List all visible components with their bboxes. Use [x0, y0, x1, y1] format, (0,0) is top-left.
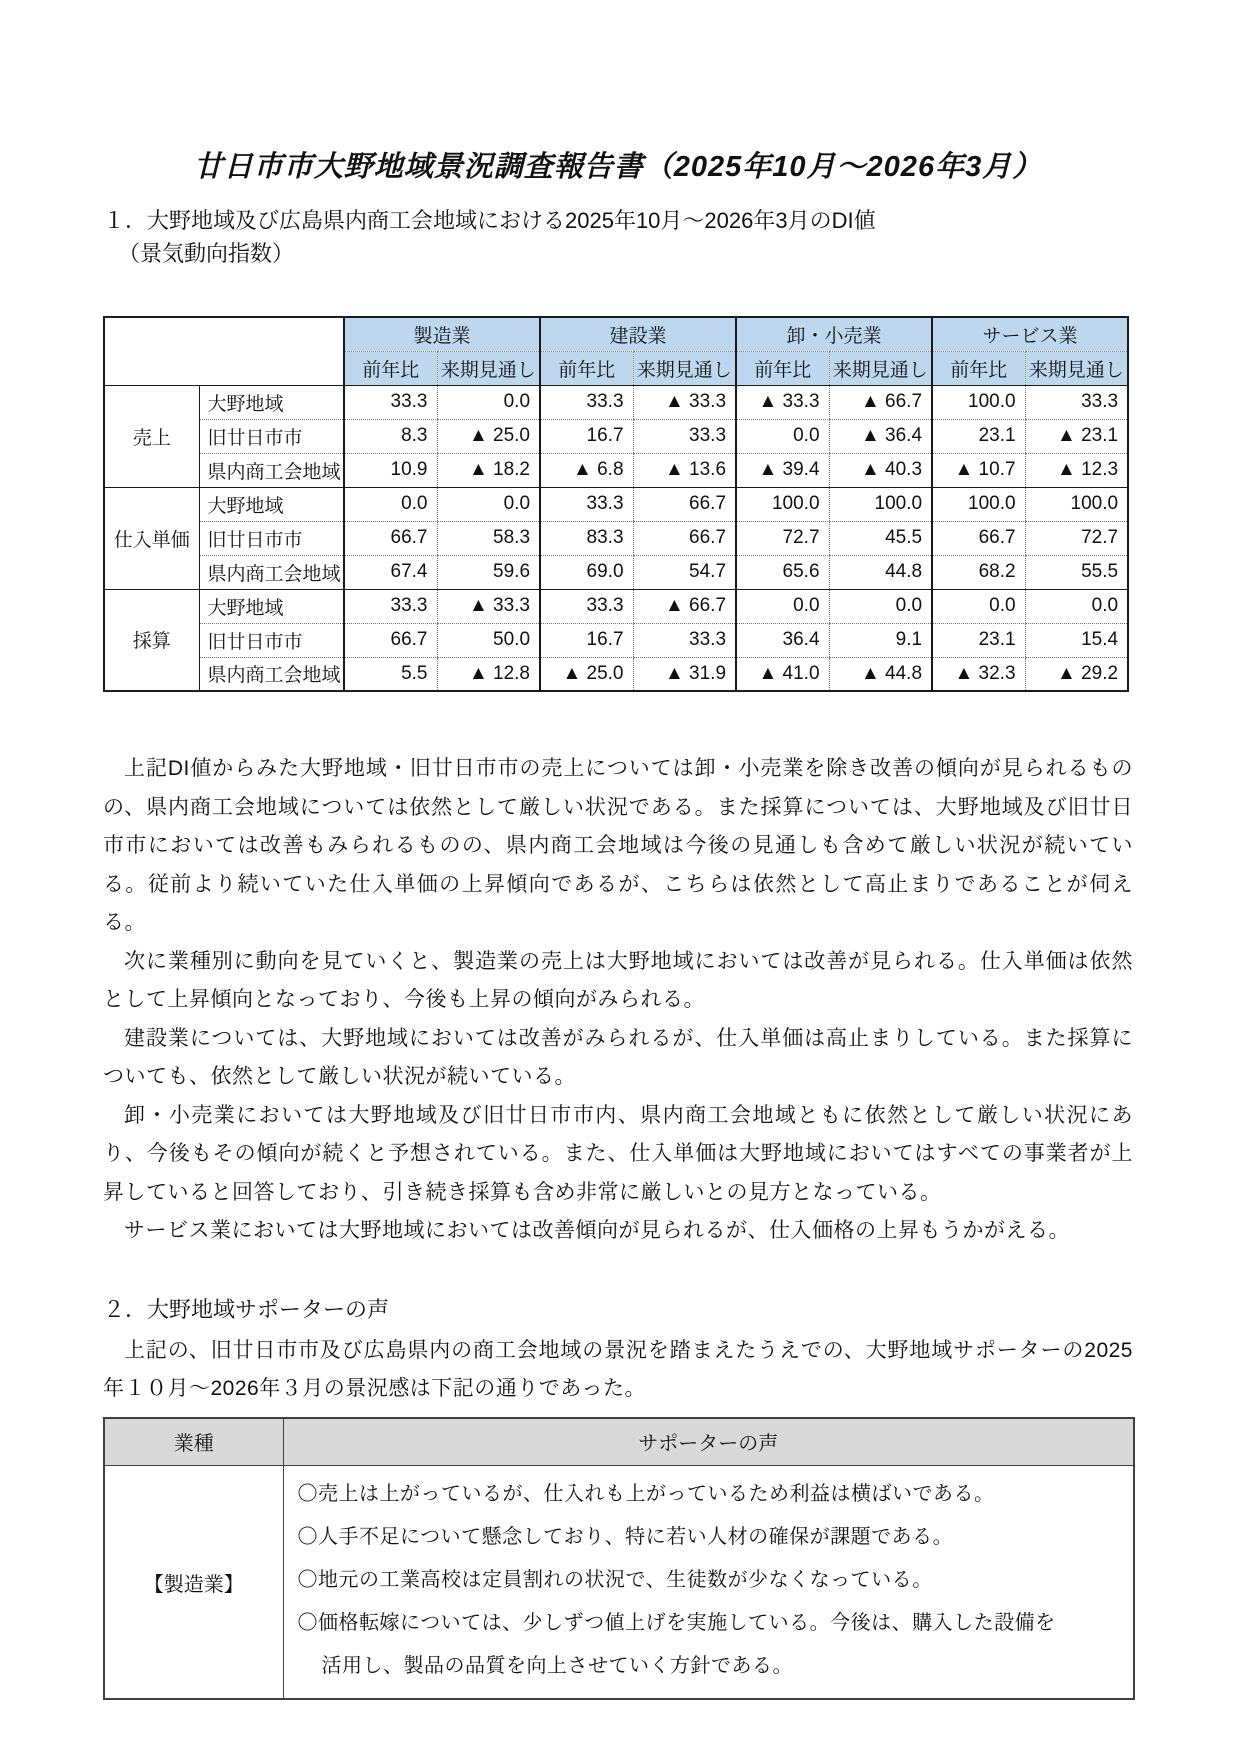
di-subheader-yoy: 前年比 [540, 351, 633, 385]
di-value: 23.1 [932, 623, 1025, 657]
di-industry-construction: 建設業 [540, 317, 736, 351]
di-subheader-outlook: 来期見通し [829, 351, 932, 385]
di-industry-manufacturing: 製造業 [344, 317, 540, 351]
di-value: ▲ 39.4 [736, 453, 829, 487]
di-value: 15.4 [1025, 623, 1128, 657]
di-value: 59.6 [437, 555, 540, 589]
section1-heading-line2: （景気動向指数） [118, 241, 295, 266]
region-label: 大野地域 [199, 385, 344, 419]
di-value: 100.0 [829, 487, 932, 521]
di-value: 36.4 [736, 623, 829, 657]
di-row-sales-ono [104, 385, 1128, 419]
di-value: 33.3 [633, 419, 736, 453]
di-row-sales-kyu-hatsukaichi [104, 419, 1128, 453]
di-value: ▲ 29.2 [1025, 657, 1128, 691]
di-value: 10.9 [344, 453, 437, 487]
di-subheader-yoy: 前年比 [736, 351, 829, 385]
di-value: 72.7 [1025, 521, 1128, 555]
di-row-purchase-ono [104, 487, 1128, 521]
di-subheader-outlook: 来期見通し [633, 351, 736, 385]
di-subheader-outlook: 来期見通し [1025, 351, 1128, 385]
di-industry-service: サービス業 [932, 317, 1128, 351]
di-value: 33.3 [540, 385, 633, 419]
report-title: 廿日市市大野地域景況調査報告書（2025年10月～2026年3月） [193, 151, 1043, 183]
di-subheader-yoy: 前年比 [932, 351, 1025, 385]
di-value: 55.5 [1025, 555, 1128, 589]
di-value: 23.1 [932, 419, 1025, 453]
di-value: 66.7 [344, 623, 437, 657]
di-value: ▲ 25.0 [437, 419, 540, 453]
di-value: 0.0 [437, 487, 540, 521]
supporter-row-manufacturing [104, 1466, 1134, 1700]
analysis-paragraph-service: サービス業においては大野地域においては改善傾向が見られるが、仕入価格の上昇もうかがえる。 [124, 1219, 1070, 1242]
voice-line-continuation: 活用し、製品の品質を向上させていく方針である。 [321, 1655, 793, 1677]
voice-line: 〇価格転嫁については、少しずつ値上げを実施している。今後は、購入した設備を [297, 1612, 1056, 1634]
di-value: ▲ 40.3 [829, 453, 932, 487]
di-value: 33.3 [633, 623, 736, 657]
di-value: 45.5 [829, 521, 932, 555]
di-value: ▲ 66.7 [829, 385, 932, 419]
di-value: 0.0 [437, 385, 540, 419]
di-value: 100.0 [932, 385, 1025, 419]
analysis-paragraph-manufacturing: 次に業種別に動向を見ていくと、製造業の売上は大野地域においては改善が見られる。仕入単価は依然として上昇傾向となっており、今後も上昇の傾向がみられる。 [103, 949, 1133, 1011]
row-group-purchase-price: 仕入単価 [104, 487, 199, 589]
region-label: 県内商工会地域 [199, 453, 344, 487]
di-value: 58.3 [437, 521, 540, 555]
di-value: 16.7 [540, 419, 633, 453]
di-value: 66.7 [344, 521, 437, 555]
analysis-paragraph-wholesale-retail: 卸・小売業においては大野地域及び旧廿日市市内、県内商工会地域ともに依然として厳しい状況にあり、今後もその傾向が続くと予想されている。また、仕入単価は大野地域においてはすべての事業者が上昇していると回答しており、引き続き採算も含め非常に厳しいとの見方となっている。 [103, 1103, 1133, 1204]
di-value: 16.7 [540, 623, 633, 657]
section1-heading [103, 204, 1133, 270]
di-value: 0.0 [344, 487, 437, 521]
di-value: 65.6 [736, 555, 829, 589]
di-value: 100.0 [736, 487, 829, 521]
region-label: 大野地域 [199, 487, 344, 521]
di-value: 66.7 [633, 487, 736, 521]
voice-line: 〇売上は上がっているが、仕入れも上がっているため利益は横ばいである。 [297, 1483, 995, 1505]
voice-line: 〇人手不足について懸念しており、特に若い人材の確保が課題である。 [297, 1526, 954, 1548]
di-value: ▲ 25.0 [540, 657, 633, 691]
di-row-profit-kyu-hatsukaichi [104, 623, 1128, 657]
di-corner-cell [104, 317, 344, 385]
di-value: 69.0 [540, 555, 633, 589]
di-value: ▲ 13.6 [633, 453, 736, 487]
di-value: ▲ 32.3 [932, 657, 1025, 691]
di-row-purchase-kyu-hatsukaichi [104, 521, 1128, 555]
di-value: ▲ 41.0 [736, 657, 829, 691]
di-industry-wholesale-retail: 卸・小売業 [736, 317, 932, 351]
di-value: 33.3 [540, 589, 633, 623]
di-value: 100.0 [932, 487, 1025, 521]
di-value: 0.0 [736, 419, 829, 453]
section1-heading-line1: １．大野地域及び広島県内商工会地域における2025年10月～2026年3月のDI値 [103, 208, 876, 233]
di-value: ▲ 31.9 [633, 657, 736, 691]
supporter-industry-label: 【製造業】 [104, 1466, 283, 1700]
row-group-profitability: 採算 [104, 589, 199, 691]
di-row-profit-kennai [104, 657, 1128, 691]
di-value: ▲ 6.8 [540, 453, 633, 487]
di-value: ▲ 44.8 [829, 657, 932, 691]
di-subheader-yoy: 前年比 [344, 351, 437, 385]
di-value: ▲ 18.2 [437, 453, 540, 487]
region-label: 大野地域 [199, 589, 344, 623]
supporter-voice-cell [283, 1466, 1134, 1700]
region-label: 県内商工会地域 [199, 555, 344, 589]
voice-line: 〇地元の工業高校は定員割れの状況で、生徒数が少なくなっている。 [297, 1569, 933, 1591]
di-value: 0.0 [932, 589, 1025, 623]
di-value: 0.0 [1025, 589, 1128, 623]
di-value: 68.2 [932, 555, 1025, 589]
section2-heading: ２．大野地域サポーターの声 [103, 1296, 390, 1322]
di-value: ▲ 10.7 [932, 453, 1025, 487]
supporter-header-industry: 業種 [104, 1418, 283, 1466]
region-label: 旧廿日市市 [199, 623, 344, 657]
di-row-purchase-kennai [104, 555, 1128, 589]
region-label: 県内商工会地域 [199, 657, 344, 691]
di-value: 33.3 [540, 487, 633, 521]
di-value: 44.8 [829, 555, 932, 589]
di-value: 8.3 [344, 419, 437, 453]
di-value: 66.7 [932, 521, 1025, 555]
di-value: 5.5 [401, 662, 428, 684]
di-value: 72.7 [736, 521, 829, 555]
di-value: 54.7 [633, 555, 736, 589]
di-value: 67.4 [344, 555, 437, 589]
di-value: ▲ 23.1 [1025, 419, 1128, 453]
di-value: 0.0 [829, 589, 932, 623]
di-value: 50.0 [437, 623, 540, 657]
di-value: ▲ 33.3 [437, 589, 540, 623]
di-value: ▲ 12.3 [1025, 453, 1128, 487]
section2-intro: 上記の、旧廿日市市及び広島県内の商工会地域の景況を踏まえたうえでの、大野地域サポーターの2025年１０月～2026年３月の景況感は下記の通りであった。 [103, 1338, 1133, 1400]
di-value: 0.0 [736, 589, 829, 623]
supporter-table [103, 1417, 1135, 1701]
row-group-sales: 売上 [104, 385, 199, 487]
di-value: ▲ 33.3 [736, 385, 829, 419]
region-label: 旧廿日市市 [199, 419, 344, 453]
di-value: 33.3 [1025, 385, 1128, 419]
analysis-paragraph-construction: 建設業については、大野地域においては改善がみられるが、仕入単価は高止まりしている。また採算についても、依然として厳しい状況が続いている。 [103, 1026, 1133, 1088]
di-value: ▲ 36.4 [829, 419, 932, 453]
di-value: ▲ 66.7 [633, 589, 736, 623]
di-table [103, 316, 1129, 692]
supporter-table-header [104, 1418, 1134, 1466]
analysis-section [103, 750, 1133, 1251]
di-value: 33.3 [344, 385, 437, 419]
di-value: 100.0 [1025, 487, 1128, 521]
di-value: ▲ 33.3 [633, 385, 736, 419]
di-value: 9.1 [829, 623, 932, 657]
analysis-paragraph-overview: 上記DI値からみた大野地域・旧廿日市市の売上については卸・小売業を除き改善の傾向が見られるものの、県内商工会地域については依然として厳しい状況である。また採算については、大野地域及び旧廿日市市においては改善もみられるものの、県内商工会地域は今後の見通しも含めて厳しい状況が続いている。従前より続いていた仕入単価の上昇傾向であるが、こちらは依然として高止まりであることが伺える。 [103, 757, 1133, 934]
di-value: 33.3 [344, 589, 437, 623]
di-header-industries [104, 317, 1128, 351]
di-value: 83.3 [540, 521, 633, 555]
region-label: 旧廿日市市 [199, 521, 344, 555]
di-row-profit-ono [104, 589, 1128, 623]
di-subheader-outlook: 来期見通し [437, 351, 540, 385]
di-value: 66.7 [633, 521, 736, 555]
di-value: ▲ 12.8 [437, 657, 540, 691]
di-row-sales-kennai [104, 453, 1128, 487]
supporter-header-voice: サポーターの声 [283, 1418, 1134, 1466]
